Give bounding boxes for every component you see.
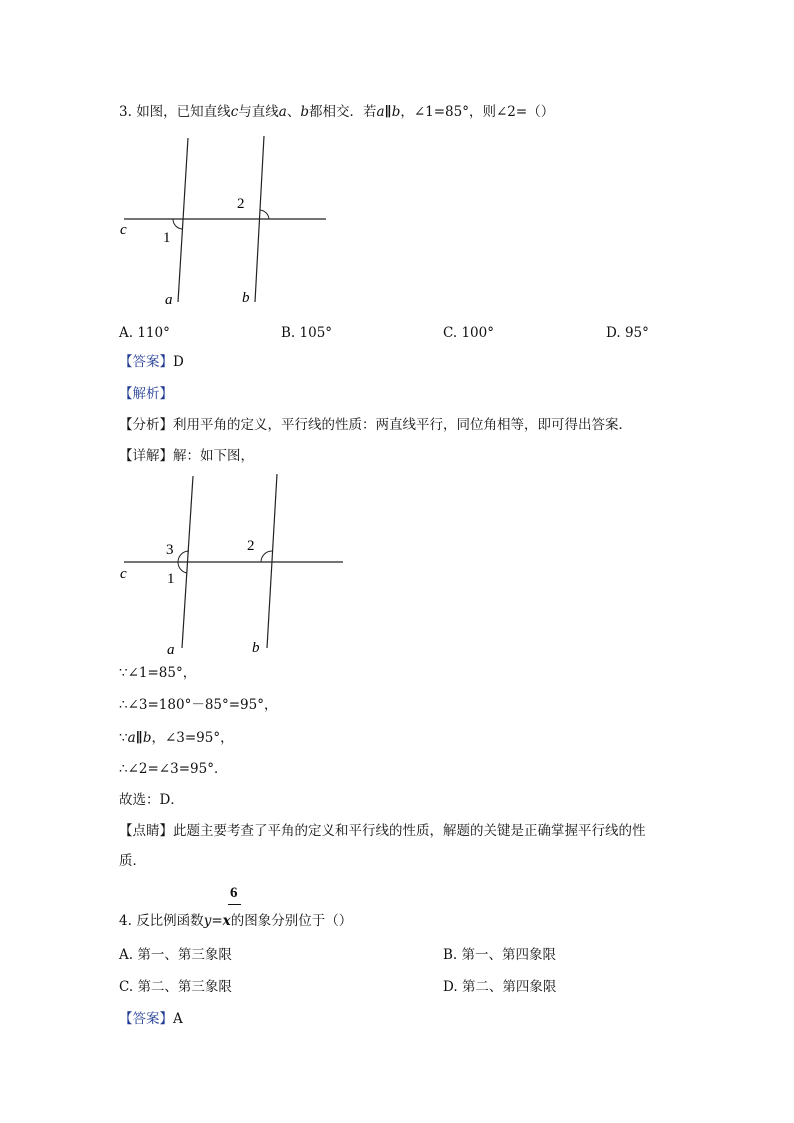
q3-var-c: c — [230, 104, 239, 120]
option-text: 第一、第四象限 — [461, 947, 557, 963]
option-letter: C. — [443, 325, 458, 341]
q3-fenxi — [119, 416, 632, 434]
q3-option-d — [606, 324, 649, 342]
q3-conclusion: 故选：D． — [119, 792, 184, 808]
q3-stem-text-d: 都相交．若 — [308, 104, 377, 120]
q3-step-1: ∵∠1=85°， — [119, 665, 197, 681]
xiangjie-text: 解：如下图， — [173, 448, 254, 464]
q4-option-c — [119, 978, 232, 996]
q4-fraction-numerator: 6 — [230, 885, 238, 901]
fenxi-text: 利用平角的定义，平行线的性质：两直线平行，同位角相等，即可得出答案． — [173, 417, 632, 433]
step-3-text: ，∠3=95°， — [151, 730, 234, 746]
angle-2-arc — [260, 210, 269, 219]
parallel-symbol: ∥ — [135, 730, 143, 746]
option-letter: B. — [281, 325, 296, 341]
q3-var-b: b — [300, 104, 309, 120]
q3-option-c — [443, 324, 494, 342]
q4-number: 4. — [119, 913, 132, 929]
var-b: b — [142, 730, 152, 746]
q3-parallel-b: b — [391, 104, 401, 120]
q3-stem-text-c: 、 — [286, 104, 301, 120]
xiangjie-tag: 【详解】 — [119, 448, 173, 464]
fig1-label-b: b — [242, 290, 250, 306]
q4-stem — [119, 912, 352, 930]
q4-var-y: y — [203, 913, 212, 929]
fig1-label-a: a — [165, 292, 173, 308]
option-text: 100° — [461, 325, 494, 341]
q4-answer — [119, 1010, 183, 1028]
q3-stem-text-b: 与直线 — [238, 104, 279, 120]
option-text: 第一、第三象限 — [137, 947, 232, 963]
q3-stem-text-a: 如图，已知直线 — [136, 104, 231, 120]
option-text: 110° — [137, 325, 170, 341]
q3-dianjing — [119, 822, 646, 840]
angle-2-arc — [261, 551, 272, 562]
q3-option-b — [281, 324, 332, 342]
answer-value: A — [173, 1011, 183, 1027]
q3-var-a: a — [278, 104, 287, 120]
q4-option-a — [119, 946, 232, 964]
angle-1-arc — [178, 562, 187, 573]
answer-tag: 【答案】 — [119, 1011, 173, 1027]
option-text: 95° — [624, 325, 649, 341]
fenxi-tag: 【分析】 — [119, 417, 173, 433]
q4-option-d — [443, 978, 556, 996]
fig1-label-2: 2 — [237, 196, 245, 212]
q4-eq: = — [211, 913, 223, 929]
q3-figure-2 — [110, 470, 360, 660]
fig2-label-3: 3 — [166, 542, 174, 558]
because-symbol: ∵ — [119, 730, 128, 746]
q3-xiangjie — [119, 447, 254, 465]
option-text: 105° — [299, 325, 333, 341]
q3-stem-text-e: ，∠1=85°，则∠2=（） — [400, 104, 555, 120]
option-letter: C. — [119, 979, 134, 995]
q3-step-2: ∴∠3=180°－85°=95°， — [119, 697, 278, 713]
fig2-label-a: a — [167, 642, 175, 658]
q4-stem-text-a: 反比例函数 — [136, 913, 204, 929]
q3-parallel-a: a — [376, 104, 385, 120]
fig1-label-c: c — [120, 222, 127, 238]
q4-fraction-denominator: x — [222, 913, 231, 929]
option-letter: A. — [119, 947, 134, 963]
line-a — [178, 138, 188, 302]
q3-step-3 — [119, 729, 234, 747]
q4-fraction-bar — [228, 904, 241, 905]
q3-dianjing-cont: 质． — [119, 853, 146, 869]
fig2-label-1: 1 — [167, 571, 175, 587]
q3-option-a — [119, 324, 170, 342]
q3-analysis-heading — [119, 385, 173, 403]
q4-stem-text-b: 的图象分别位于（） — [230, 913, 353, 929]
option-letter: B. — [443, 947, 458, 963]
q3-number: 3. — [119, 104, 132, 120]
q3-figure-1 — [110, 130, 340, 310]
angle-1-arc — [173, 219, 182, 229]
q3-step-4: ∴∠2=∠3=95°． — [119, 761, 228, 777]
q3-stem — [119, 103, 554, 121]
option-letter: A. — [119, 325, 134, 341]
q3-answer — [119, 353, 184, 371]
dianjing-tag: 【点睛】 — [119, 823, 173, 839]
analysis-tag: 【解析】 — [119, 386, 173, 402]
answer-tag: 【答案】 — [119, 354, 173, 370]
var-a: a — [127, 730, 136, 746]
option-text: 第二、第三象限 — [137, 979, 232, 995]
option-letter: D. — [606, 325, 621, 341]
fig2-label-b: b — [252, 640, 260, 656]
fig1-label-1: 1 — [163, 230, 171, 246]
q3-parallel-symbol: ∥ — [384, 104, 392, 120]
fig2-label-2: 2 — [247, 538, 255, 554]
q4-option-b — [443, 946, 556, 964]
option-text: 第二、第四象限 — [461, 979, 557, 995]
option-letter: D. — [443, 979, 458, 995]
answer-value: D — [173, 354, 184, 370]
line-b — [267, 474, 277, 648]
fig2-label-c: c — [120, 566, 127, 582]
dianjing-text-1: 此题主要考查了平角的定义和平行线的性质，解题的关键是正确掌握平行线的性 — [173, 823, 646, 839]
